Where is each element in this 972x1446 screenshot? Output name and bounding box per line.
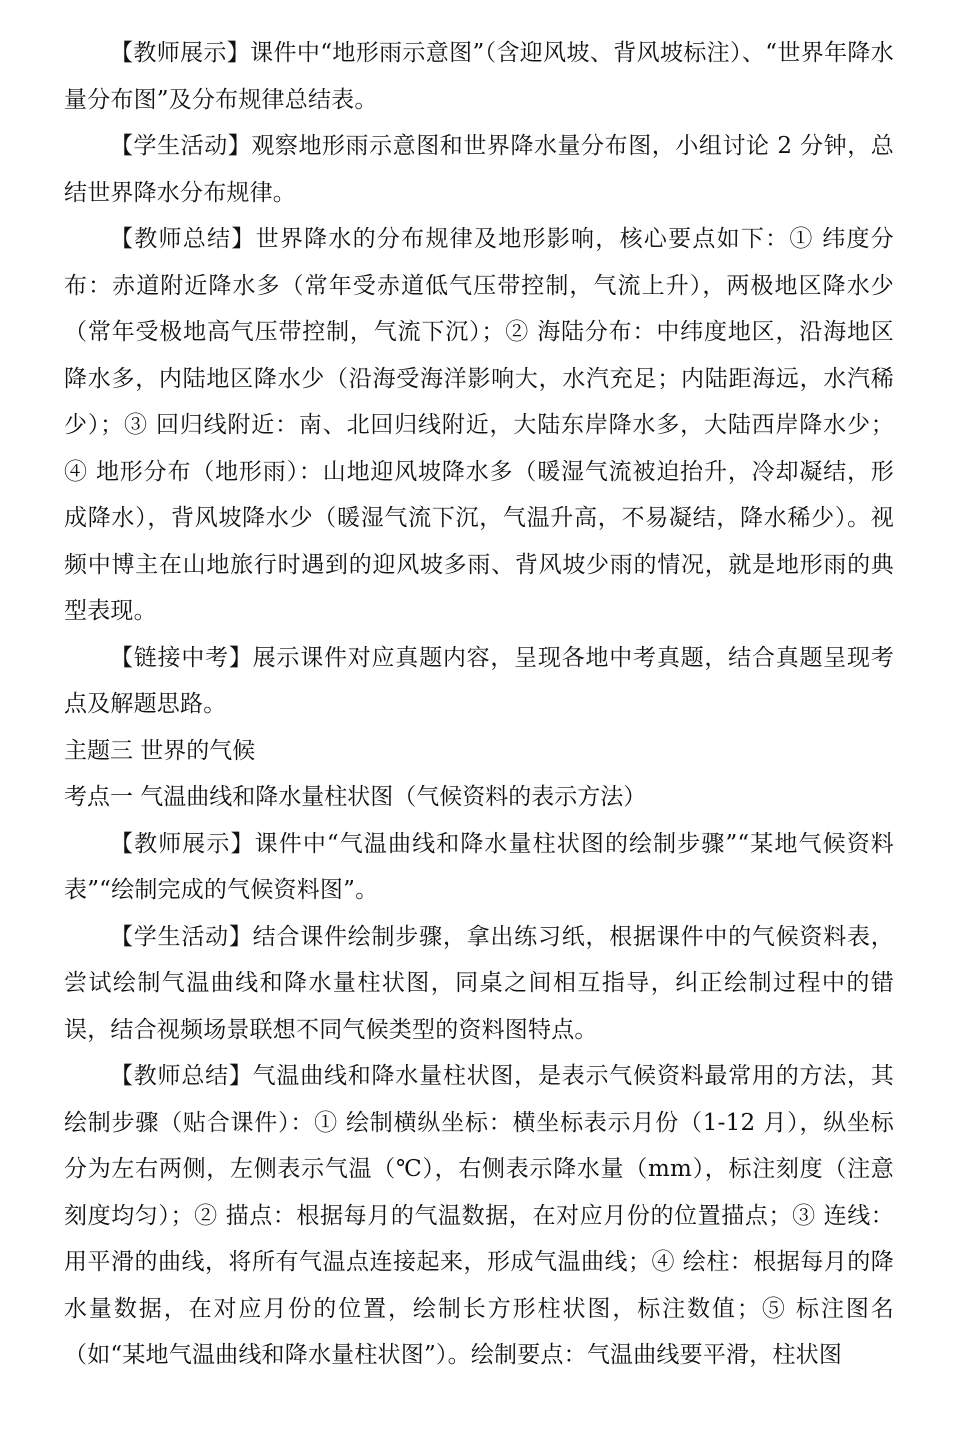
- paragraph-teacher-display-2: 【教师展示】课件中“气温曲线和降水量柱状图的绘制步骤”“某地气候资料表”“绘制完成的气候资料图”。: [64, 830, 894, 903]
- paragraph-teacher-summary-2: 【教师总结】气温曲线和降水量柱状图，是表示气候资料最常用的方法，其绘制步骤（贴合课件）：① 绘制横纵坐标：横坐标表示月份（1-12 月），纵坐标分为左右两侧，左侧表示气温（℃），右侧表示降水量（mm），标注刻度（注意刻度均匀）；② 描点：根据每月的气温数据，在对应月份的位置描点；③ 连线：用平滑的曲线，将所有气温点连接起来，形成气温曲线；④ 绘柱：根据每月的降水量数据，在对应月份的位置，绘制长方形柱状图，标注数值；⑤ 标注图名（如“某地气温曲线和降水量柱状图”）。绘制要点：气温曲线要平滑，柱状图: [64, 1063, 894, 1368]
- paragraph-student-activity-1: 【学生活动】观察地形雨示意图和世界降水量分布图，小组讨论 2 分钟，总结世界降水分布规律。: [64, 133, 894, 206]
- document-page: [64, 30, 894, 1379]
- paragraph-teacher-summary-1: 【教师总结】世界降水的分布规律及地形影响，核心要点如下：① 纬度分布：赤道附近降水多（常年受赤道低气压带控制，气流上升），两极地区降水少（常年受极地高气压带控制，气流下沉）；② 海陆分布：中纬度地区，沿海地区降水多，内陆地区降水少（沿海受海洋影响大，水汽充足；内陆距海远，水汽稀少）；③ 回归线附近：南、北回归线附近，大陆东岸降水多，大陆西岸降水少；④ 地形分布（地形雨）：山地迎风坡降水多（暖湿气流被迫抬升，冷却凝结，形成降水），背风坡降水少（暖湿气流下沉，气温升高，不易凝结，降水稀少）。视频中博主在山地旅行时遇到的迎风坡多雨、背风坡少雨的情况，就是地形雨的典型表现。: [64, 226, 894, 624]
- section-heading-theme-three: 主题三 世界的气候: [64, 737, 256, 764]
- paragraph-teacher-display-1: 【教师展示】课件中“地形雨示意图”（含迎风坡、背风坡标注）、“世界年降水量分布图”及分布规律总结表。: [64, 40, 894, 113]
- section-heading-exam-point-one: 考点一 气温曲线和降水量柱状图（气候资料的表示方法）: [64, 784, 647, 810]
- paragraph-exam-link: 【链接中考】展示课件对应真题内容，呈现各地中考真题，结合真题呈现考点及解题思路。: [64, 644, 894, 717]
- paragraph-student-activity-2: 【学生活动】结合课件绘制步骤，拿出练习纸，根据课件中的气候资料表，尝试绘制气温曲线和降水量柱状图，同桌之间相互指导，纠正绘制过程中的错误，结合视频场景联想不同气候类型的资料图特点。: [64, 923, 894, 1043]
